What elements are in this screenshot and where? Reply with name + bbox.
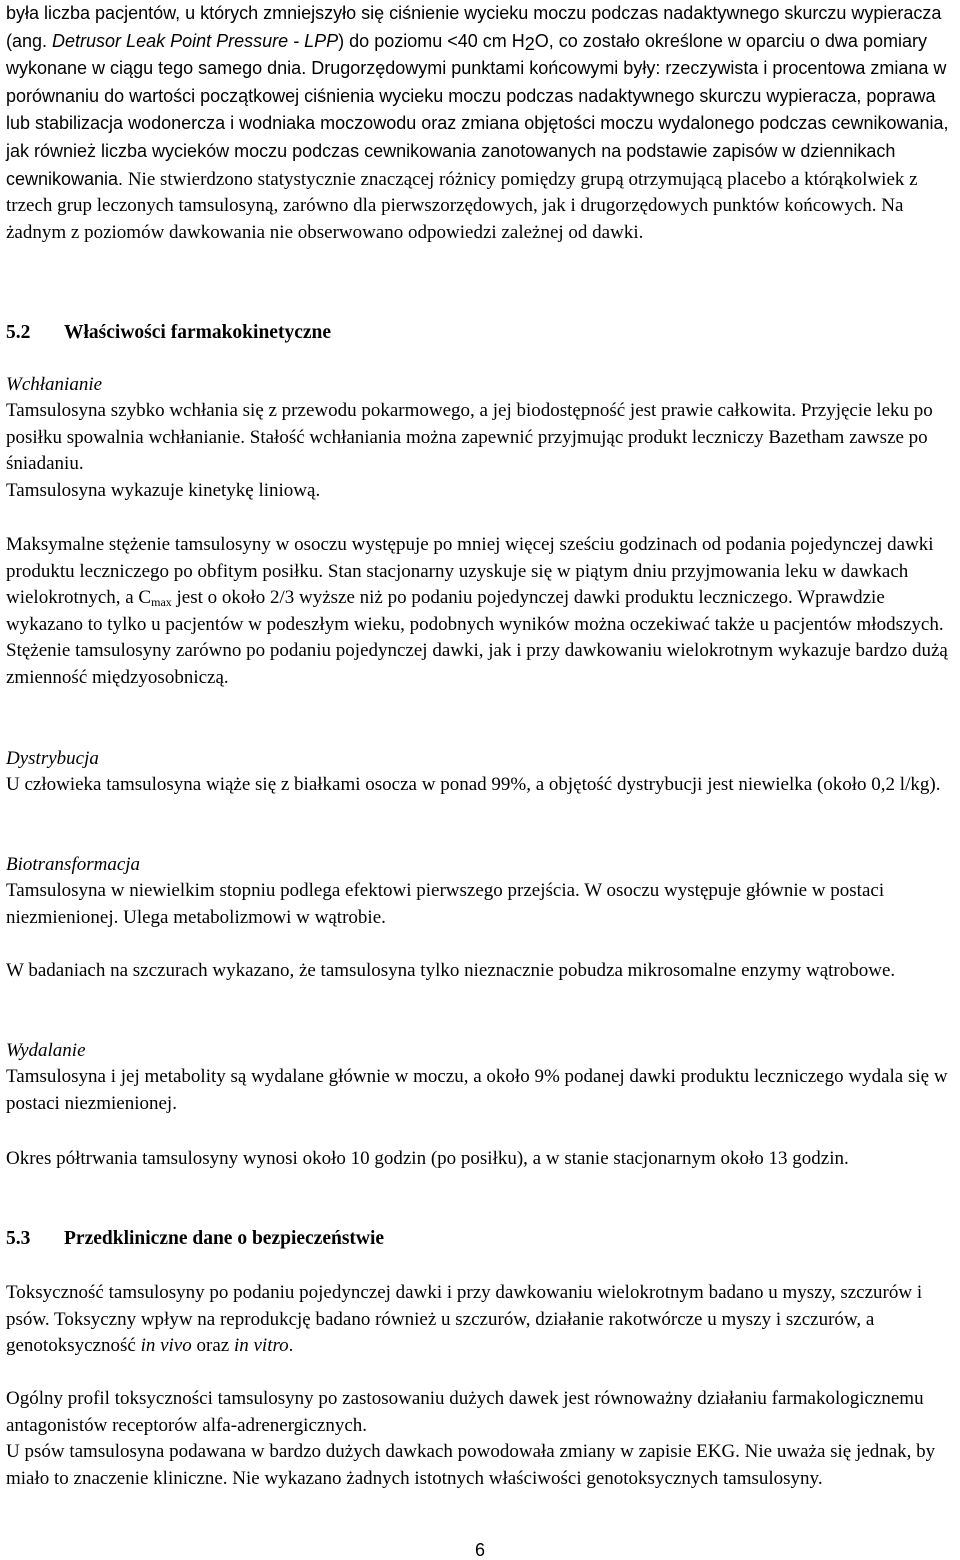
text-run: Toksyczność tamsulosyny po podaniu pojedynczej dawki i przy dawkowaniu wielokrotnym badano u myszy, szczurów i psów. Toksyczny wpływ na reprodukcję badano również u szczurów, działanie rakotwórcze u myszy i szczurów, a genotoksyczność bbox=[6, 1282, 923, 1357]
text-run: O, co zostało określone w oparciu o dwa pomiary wykonane w ciągu tego samego dnia. bbox=[6, 30, 927, 79]
paragraph bbox=[6, 532, 956, 692]
text-run-italic: in vivo bbox=[140, 1335, 192, 1357]
text-run: Nie stwierdzono statystycznie znaczącej różnicy pomiędzy grupą otrzymującą placebo a którąkolwiek z trzech grup leczonych tamsulosyną, zarówno dla pierwszorzędowych, jak i drugorzędowych punktów końcowych. Na żadnym z poziomów dawkowania nie obserwowano odpowiedzi zależnej od dawki. bbox=[6, 168, 918, 243]
text-run-italic: Detrusor Leak Point Pressure - LPP bbox=[52, 30, 339, 51]
section-heading-5-3 bbox=[6, 1226, 384, 1253]
paragraph: W badaniach na szczurach wykazano, że tamsulosyna tylko nieznacznie pobudza mikrosomalne enzymy wątrobowe. bbox=[6, 960, 896, 981]
section-number: 5.3 bbox=[6, 1228, 31, 1249]
paragraph: U człowieka tamsulosyna wiąże się z białkami osocza w ponad 99%, a objętość dystrybucji jest niewielka (około 0,2 l/kg). bbox=[6, 774, 941, 795]
section-number: 5.2 bbox=[6, 322, 31, 343]
text-run: jest o około 2/3 wyższe niż po podaniu pojedynczej dawki produktu leczniczego. Wprawdzie wykazano to tylko u pacjentów w podeszłym wieku, podobnych wyników można oczekiwać także u pacjentów młodszych. bbox=[6, 587, 944, 635]
paragraph: Tamsulosyna i jej metabolity są wydalane głównie w moczu, a około 9% podanej dawki produktu leczniczego wydala się w postaci niezmienionej. bbox=[6, 1066, 948, 1114]
subscript: max bbox=[151, 595, 172, 610]
section-title: Właściwości farmakokinetyczne bbox=[64, 322, 332, 343]
text-run: . bbox=[288, 1335, 294, 1357]
paragraph bbox=[6, 1386, 956, 1492]
text-run: ) do poziomu <40 cm H bbox=[338, 30, 525, 51]
text-run: Maksymalne stężenie tamsulosyny w osoczu występuje po mniej więcej sześciu godzinach od podania pojedynczej dawki produktu leczniczego po obfitym posiłku. Stan stacjonarny uzyskuje się w piątym dniu przyjmowania leku w dawkach wielokrotnych, a C bbox=[6, 534, 934, 609]
text-run: Drugorzędowymi punktami końcowymi były: rzeczywista i procentowa zmiana w porównaniu do wartości początkowej ciśnienia wycieku moczu podczas nadaktywnego skurczu wypieracza, poprawa lub stabilizacja wodonercza i wodniaka moczowodu oraz zmiana objętości moczu wydalonego podczas cewnikowania, jak również liczba wycieków moczu podczas cewnikowania zanotowanych na podstawie zapisów w dziennikach cewnikowania. bbox=[6, 58, 949, 189]
text-run: Tamsulosyna wykazuje kinetykę liniową. bbox=[6, 479, 321, 501]
subheading-wydalanie: Wydalanie bbox=[6, 1040, 86, 1061]
text-run: Stężenie tamsulosyny zarówno po podaniu pojedynczej dawki, jak i przy dawkowaniu wielokrotnym wykazuje bardzo dużą zmienność międzyosobniczą. bbox=[6, 640, 948, 688]
paragraph: Okres półtrwania tamsulosyny wynosi około 10 godzin (po posiłku), a w stanie stacjonarnym około 13 godzin. bbox=[6, 1148, 849, 1169]
subheading-wchlanianie: Wchłanianie bbox=[6, 374, 103, 395]
section-title: Przedkliniczne dane o bezpieczeństwie bbox=[64, 1228, 385, 1249]
paragraph bbox=[6, 398, 956, 504]
section-heading-5-2 bbox=[6, 320, 331, 347]
paragraph bbox=[6, 1280, 956, 1360]
subheading-biotransformacja: Biotransformacja bbox=[6, 854, 141, 875]
text-run: Ogólny profil toksyczności tamsulosyny po zastosowaniu dużych dawek jest równoważny działaniu farmakologicznemu antagonistów receptorów alfa-adrenergicznych. bbox=[6, 1388, 924, 1436]
text-run: Tamsulosyna szybko wchłania się z przewodu pokarmowego, a jej biodostępność jest prawie całkowita. Przyjęcie leku po posiłku spowalnia wchłanianie. Stałość wchłaniania można zapewnić przyjmując produkt leczniczy Bazetham zawsze po śniadaniu. bbox=[6, 400, 933, 475]
page-number: 6 bbox=[474, 1540, 485, 1560]
subheading-dystrybucja: Dystrybucja bbox=[6, 748, 99, 769]
paragraph-endpoints bbox=[6, 0, 956, 246]
text-run: oraz bbox=[191, 1335, 234, 1357]
text-run-italic: in vitro bbox=[233, 1335, 289, 1357]
text-run: była liczba pacjentów, u których zmniejszyło się ciśnienie wycieku moczu podczas nadaktywnego skurczu wypieracza (ang. bbox=[6, 3, 942, 51]
paragraph: Tamsulosyna w niewielkim stopniu podlega efektowi pierwszego przejścia. W osoczu występuje głównie w postaci niezmienionej. Ulega metabolizmowi w wątrobie. bbox=[6, 880, 885, 928]
subscript: 2 bbox=[524, 33, 535, 54]
text-run: U psów tamsulosyna podawana w bardzo dużych dawkach powodowała zmiany w zapisie EKG. Nie uważa się jednak, by miało to znaczenie kliniczne. Nie wykazano żadnych istotnych właściwości genotoksycznych tamsulosyny. bbox=[6, 1441, 936, 1489]
